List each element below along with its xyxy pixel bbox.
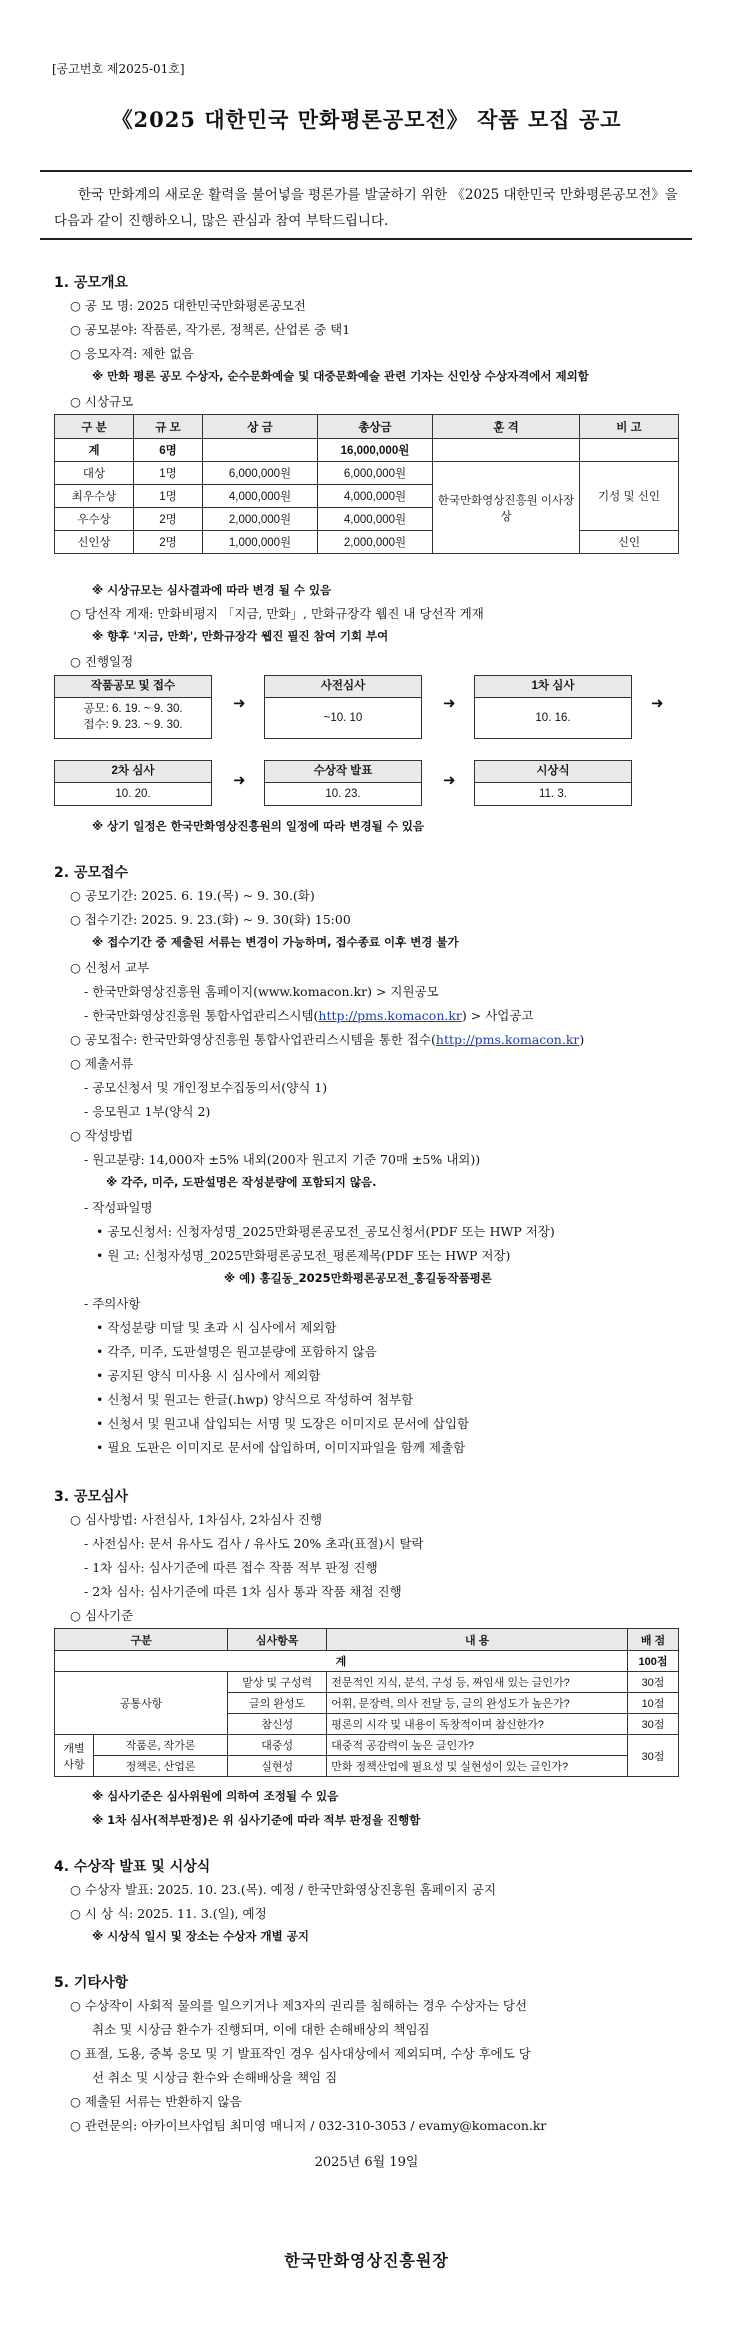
prize-cell: 6,000,000원: [318, 462, 433, 485]
arrow-icon: ➜: [651, 694, 664, 712]
schedule-box-6-title: 시상식: [475, 761, 631, 783]
arrow-icon: ➜: [233, 694, 246, 712]
section-5-heading: 5. 기타사항: [54, 1975, 129, 1991]
criteria-common: 공통사항: [55, 1672, 228, 1735]
schedule-box-4-date: 10. 20.: [115, 788, 151, 800]
s3-line-3: - 1차 심사: 심사기준에 따른 접수 작품 적부 판정 진행: [84, 1560, 378, 1575]
s1-line-5: ○ 당선작 게재: 만화비평지 「지금, 만화」, 만화규장각 웹진 내 당선작 게재: [70, 606, 484, 621]
section-2-heading: 2. 공모접수: [54, 865, 129, 881]
criteria-indiv-type-2: 정책론, 산업론: [94, 1756, 228, 1777]
criteria-indiv: 개별 사항: [55, 1735, 94, 1777]
schedule-box-3: [474, 675, 632, 739]
s2-line-15: - 주의사항: [84, 1296, 141, 1311]
criteria-item: 대중성: [228, 1735, 327, 1756]
intro-text: 한국 만화계의 새로운 활력을 불어넣을 평론가를 발굴하기 위한 《2025 대한민국 만화평론공모전》을 다음과 같이 진행하오니, 많은 관심과 참여 부탁드립니다.: [54, 187, 678, 229]
prize-cell: 2,000,000원: [318, 531, 433, 554]
prize-cell: 2명: [134, 531, 203, 554]
schedule-box-3-date: 10. 16.: [535, 712, 571, 724]
s2-note-2: ※ 각주, 미주, 도판설명은 작성분량에 포함되지 않음.: [106, 1175, 377, 1189]
criteria-score: 30점: [628, 1672, 679, 1693]
s5-line-4: ○ 관련문의: 아카이브사업팀 최미영 매니저 / 032-310-3053 / evamy@komacon.kr: [70, 2118, 547, 2133]
s2-line-6a: ○ 공모접수: 한국만화영상진흥원 통합사업관리스시템을 통한 접수(: [70, 1032, 436, 1047]
s3-line-2: - 사전심사: 문서 유사도 검사 / 유사도 20% 초과(표절)시 탈락: [84, 1536, 424, 1551]
s3-note-1: ※ 심사기준은 심사위원에 의하여 조정될 수 있음: [92, 1789, 339, 1803]
prize-total-5: [580, 439, 679, 462]
prize-cell: 2,000,000원: [203, 508, 318, 531]
criteria-item: 참신성: [228, 1714, 327, 1735]
s1-line-3: ○ 응모자격: 제한 없음: [70, 346, 194, 361]
arrow-icon: ➜: [443, 771, 456, 789]
prize-cell: 6,000,000원: [203, 462, 318, 485]
s2-line-7: ○ 제출서류: [70, 1056, 134, 1071]
schedule-box-5-title: 수상작 발표: [265, 761, 421, 783]
s2-line-5a: - 한국만화영상진흥원 통합사업관리스시템(: [84, 1008, 319, 1023]
schedule-box-6: [474, 760, 632, 806]
criteria-th-1: 심사항목: [228, 1629, 327, 1651]
s2-line-11: - 원고분량: 14,000자 ±5% 내외(200자 원고지 기준 70매 ±5% 내외)): [84, 1152, 481, 1167]
prize-cell: 신인상: [55, 531, 134, 554]
prize-total-3: 16,000,000원: [318, 439, 433, 462]
prize-th-4: 훈 격: [433, 415, 580, 439]
schedule-box-6-date: 11. 3.: [539, 788, 567, 800]
prize-cell: 4,000,000원: [203, 485, 318, 508]
arrow-icon: ➜: [443, 694, 456, 712]
s2-line-17: • 각주, 미주, 도판설명은 원고분량에 포함하지 않음: [96, 1344, 377, 1359]
s2-note-1: ※ 접수기간 중 제출된 서류는 변경이 가능하며, 접수종료 이후 변경 불가: [92, 935, 459, 949]
prize-total-4: [433, 439, 580, 462]
prize-cell: 최우수상: [55, 485, 134, 508]
s3-line-5: ○ 심사기준: [70, 1608, 134, 1623]
s3-line-1: ○ 심사방법: 사전심사, 1차심사, 2차심사 진행: [70, 1512, 323, 1527]
s2-line-6b: ): [579, 1032, 585, 1047]
s2-line-8: - 공모신청서 및 개인정보수집동의서(양식 1): [84, 1080, 328, 1095]
prize-cell: 1명: [134, 485, 203, 508]
section-1-heading: 1. 공모개요: [54, 275, 129, 291]
section-3-heading: 3. 공모심사: [54, 1489, 129, 1505]
criteria-th-3: 배 점: [628, 1629, 679, 1651]
prize-th-2: 상 금: [203, 415, 318, 439]
s2-line-20: • 신청서 및 원고내 삽입되는 서명 및 도장은 이미지로 문서에 삽입함: [96, 1416, 470, 1431]
s1-line-1: ○ 공 모 명: 2025 대한민국만화평론공모전: [70, 298, 306, 313]
s5-line-1a: ○ 수상작이 사회적 물의를 일으키거나 제3자의 권리를 침해하는 경우 수상자는 당선: [70, 1998, 528, 2013]
criteria-indiv-type: 작품론, 작가론: [94, 1735, 228, 1756]
s2-line-19: • 신청서 및 원고는 한글(.hwp) 양식으로 작성하여 첨부함: [96, 1392, 414, 1407]
s2-line-14: • 원 고: 신청자성명_2025만화평론공모전_평론제목(PDF 또는 HWP 저장): [96, 1248, 511, 1263]
prize-cell: 1,000,000원: [203, 531, 318, 554]
issuer-org: 한국만화영상진흥원장: [284, 2251, 449, 2270]
s1-line-2: ○ 공모분야: 작품론, 작가론, 정책론, 산업론 중 택1: [70, 322, 351, 337]
notice-number: [공고번호 제2025-01호]: [52, 62, 185, 76]
prize-table: [54, 414, 679, 554]
s4-line-1: ○ 수상자 발표: 2025. 10. 23.(목). 예정 / 한국만화영상진흥원 홈페이지 공지: [70, 1882, 497, 1897]
section-4-heading: 4. 수상작 발표 및 시상식: [54, 1859, 211, 1875]
criteria-score: 10점: [628, 1693, 679, 1714]
s1-line-6: ○ 진행일정: [70, 654, 134, 669]
schedule-box-5: [264, 760, 422, 806]
criteria-desc: 어휘, 문장력, 의사 전달 등, 글의 완성도가 높은가?: [327, 1693, 628, 1714]
criteria-total-label: 계: [55, 1651, 628, 1672]
schedule-box-2-date: ~10. 10: [323, 712, 363, 724]
s3-line-4: - 2차 심사: 심사기준에 따른 1차 심사 통과 작품 채점 진행: [84, 1584, 402, 1599]
s1-note-1: ※ 만화 평론 공모 수상자, 순수문화예술 및 대중문화예술 관련 기자는 신인상 수상자격에서 제외함: [92, 369, 589, 383]
prize-th-1: 규 모: [134, 415, 203, 439]
s2-line-9: - 응모원고 1부(양식 2): [84, 1104, 211, 1119]
prize-total-1: 6명: [134, 439, 203, 462]
schedule-box-2-title: 사전심사: [265, 676, 421, 698]
prize-th-3: 총상금: [318, 415, 433, 439]
criteria-score: 30점: [628, 1714, 679, 1735]
schedule-box-3-title: 1차 심사: [475, 676, 631, 698]
s2-line-5b: ) > 사업공고: [461, 1008, 534, 1023]
issue-date: 2025년 6월 19일: [314, 2155, 419, 2170]
s2-line-4: - 한국만화영상진흥원 홈페이지(www.komacon.kr) > 지원공모: [84, 984, 439, 999]
criteria-total-score: 100점: [628, 1651, 679, 1672]
pms-link-2[interactable]: http://pms.komacon.kr: [435, 1032, 580, 1047]
criteria-desc: 평론의 시각 및 내용이 독창적이며 참신한가?: [327, 1714, 628, 1735]
s5-line-1b: 취소 및 시상금 환수가 진행되며, 이에 대한 손해배상의 책임짐: [92, 2022, 430, 2037]
s4-note-1: ※ 시상식 일시 및 장소는 수상자 개별 공지: [92, 1929, 309, 1943]
s1-note-4: ※ 상기 일정은 한국만화영상진흥원의 일정에 따라 변경될 수 있음: [92, 819, 425, 833]
s5-line-2b: 선 취소 및 시상금 환수와 손해배상을 책임 짐: [92, 2070, 338, 2085]
s1-note-2: ※ 시상규모는 심사결과에 따라 변경 될 수 있음: [92, 583, 332, 597]
s3-note-2: ※ 1차 심사(적부판정)은 위 심사기준에 따라 적부 판정을 진행함: [92, 1813, 421, 1827]
page-title: 《2025 대한민국 만화평론공모전》 작품 모집 공고: [111, 107, 622, 132]
criteria-table: [54, 1628, 679, 1777]
criteria-score: 30점: [628, 1735, 679, 1777]
s5-line-2a: ○ 표절, 도용, 중복 응모 및 기 발표작인 경우 심사대상에서 제외되며, 수상 후에도 당: [70, 2046, 531, 2061]
prize-cell: 우수상: [55, 508, 134, 531]
intro-box: [40, 170, 692, 240]
criteria-desc: 대중적 공감력이 높은 글인가?: [327, 1735, 628, 1756]
criteria-item: 글의 완성도: [228, 1693, 327, 1714]
prize-cell: 1명: [134, 462, 203, 485]
prize-total-0: 계: [55, 439, 134, 462]
prize-note-a: 기성 및 신인: [580, 462, 679, 531]
criteria-th-0: 구분: [55, 1629, 228, 1651]
s2-line-10: ○ 작성방법: [70, 1128, 134, 1143]
prize-cell: 4,000,000원: [318, 485, 433, 508]
criteria-item: 맡상 및 구성력: [228, 1672, 327, 1693]
s1-note-3: ※ 향후 '지금, 만화', 만화규장각 웹진 필진 참여 기회 부여: [92, 629, 389, 643]
s2-line-18: • 공지된 양식 미사용 시 심사에서 제외함: [96, 1368, 321, 1383]
prize-th-0: 구 분: [55, 415, 134, 439]
s2-line-21: • 필요 도판은 이미지로 문서에 삽입하며, 이미지파일을 함께 제출함: [96, 1440, 466, 1455]
schedule-box-1-title: 작품공모 및 접수: [55, 676, 211, 698]
prize-cell: 2명: [134, 508, 203, 531]
arrow-icon: ➜: [233, 771, 246, 789]
s2-line-16: • 작성분량 미달 및 초과 시 심사에서 제외함: [96, 1320, 337, 1335]
criteria-desc: 만화 정책산업에 필요성 및 실현성이 있는 글인가?: [327, 1756, 628, 1777]
s2-line-1: ○ 공모기간: 2025. 6. 19.(목) ~ 9. 30.(화): [70, 888, 315, 903]
criteria-desc: 전문적인 지식, 분석, 구성 등, 짜임새 있는 글인가?: [327, 1672, 628, 1693]
pms-link[interactable]: http://pms.komacon.kr: [318, 1008, 462, 1023]
s1-line-4: ○ 시상규모: [70, 394, 134, 409]
schedule-box-4: [54, 760, 212, 806]
schedule-box-2: [264, 675, 422, 739]
s2-line-5: [84, 1006, 534, 1024]
criteria-th-2: 내 용: [327, 1629, 628, 1651]
schedule-box-5-date: 10. 23.: [325, 788, 361, 800]
prize-th-5: 비 고: [580, 415, 679, 439]
s2-line-6: [70, 1030, 584, 1048]
s2-line-3: ○ 신청서 교부: [70, 960, 150, 975]
prize-note-b: 신인: [580, 531, 679, 554]
schedule-box-1-line-1: 공모: 6. 19. ~ 9. 30.: [83, 703, 183, 715]
s2-note-3: ※ 예) 홍길동_2025만화평론공모전_홍길동작품평론: [224, 1271, 492, 1285]
s4-line-2: ○ 시 상 식: 2025. 11. 3.(일), 예정: [70, 1906, 267, 1921]
s5-line-3: ○ 제출된 서류는 반환하지 않음: [70, 2094, 242, 2109]
s2-line-13: • 공모신청서: 신청자성명_2025만화평론공모전_공모신청서(PDF 또는 HWP 저장): [96, 1224, 555, 1239]
prize-cell: 4,000,000원: [318, 508, 433, 531]
s2-line-2: ○ 접수기간: 2025. 9. 23.(화) ~ 9. 30(화) 15:00: [70, 912, 351, 927]
prize-total-2: [203, 439, 318, 462]
schedule-box-1: [54, 675, 212, 739]
schedule-box-4-title: 2차 심사: [55, 761, 211, 783]
prize-honor: 한국만화영상진흥원 이사장상: [433, 462, 580, 554]
criteria-item: 실현성: [228, 1756, 327, 1777]
prize-cell: 대상: [55, 462, 134, 485]
schedule-box-1-line-2: 접수: 9. 23. ~ 9. 30.: [83, 719, 183, 731]
s2-line-12: - 작성파일명: [84, 1200, 153, 1215]
